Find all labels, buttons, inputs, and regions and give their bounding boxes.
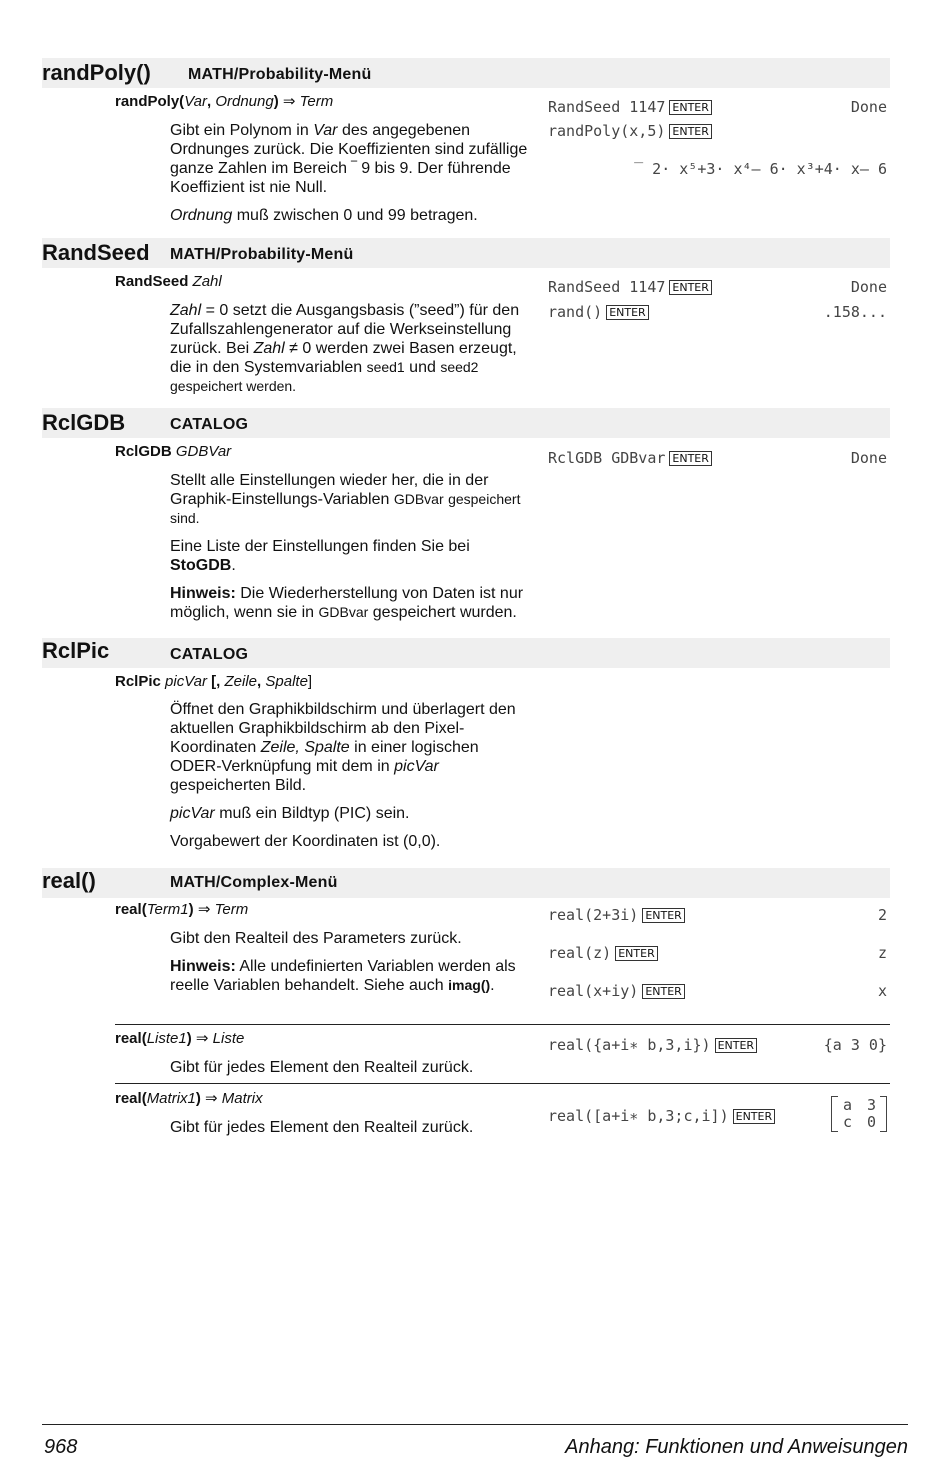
enter-key-icon: ENTER bbox=[669, 100, 712, 115]
description-real-term: Gibt den Realteil des Parameters zurück. Hinweis: Alle undefinierten Variablen werden als reelle Variablen behandelt. Siehe auch imag(). bbox=[170, 930, 516, 994]
enter-key-icon: ENTER bbox=[733, 1109, 776, 1124]
description-randpoly: Gibt ein Polynom in Var des angegebenen Ordnunges zurück. Die Koeffizienten sind zufällige ganze Zahlen im Bereich ‾ 9 bis 9. Der führende Koeffizient ist nie Null. Ordnung muß zwischen 0 und 99 betragen. bbox=[170, 122, 528, 224]
section-menu-randpoly: MATH/Probability-Menü bbox=[188, 66, 372, 83]
syntax-randseed: RandSeed Zahl bbox=[115, 273, 222, 290]
section-bar-randpoly bbox=[42, 58, 890, 88]
syntax-real-matrix: real(Matrix1) ⇒ Matrix bbox=[115, 1090, 263, 1107]
example-real-1: real(2+3i) ENTER bbox=[548, 905, 685, 925]
enter-key-icon: ENTER bbox=[669, 451, 712, 466]
description-rclgdb: Stellt alle Einstellungen wieder her, die in der Graphik-Einstellungs-Variablen GDBvar gespeichert sind. Eine Liste der Einstellungen finden Sie bei StoGDB. Hinweis: Die Wiederherstellung von Daten ist nur möglich, wenn sie in GDBvar gespeichert wurden. bbox=[170, 472, 524, 621]
enter-key-icon: ENTER bbox=[669, 124, 712, 139]
enter-key-icon: ENTER bbox=[642, 984, 685, 999]
example-real-3: real(x+iy) ENTER bbox=[548, 981, 685, 1001]
left-bracket bbox=[831, 1096, 838, 1132]
section-title-randpoly: randPoly() bbox=[42, 60, 151, 85]
result-rclgdb-1: Done bbox=[850, 449, 887, 467]
example-randpoly-2: randPoly(x,5) ENTER bbox=[548, 121, 712, 141]
section-menu-real: MATH/Complex-Menü bbox=[170, 874, 338, 891]
result-randpoly-2: ‾ 2· x⁵+3· x⁴– 6· x³+4· x– 6 bbox=[634, 160, 887, 178]
section-title-real: real() bbox=[42, 868, 96, 893]
result-randseed-2: .158... bbox=[823, 303, 887, 321]
footer-divider bbox=[42, 1424, 908, 1425]
matrix-cell: 3 bbox=[867, 1096, 877, 1114]
section-menu-randseed: MATH/Probability-Menü bbox=[170, 246, 354, 263]
enter-key-icon: ENTER bbox=[606, 305, 649, 320]
enter-key-icon: ENTER bbox=[715, 1038, 758, 1053]
description-randseed: Zahl = 0 setzt die Ausgangsbasis (”seed”) für den Zufallszahlengenerator auf die Werkseinstellung zurück. Bei Zahl ≠ 0 werden zwei Basen erzeugt, die in den Systemvariablen seed1 und seed2 gespeichert werden. bbox=[170, 302, 520, 394]
result-randseed-1: Done bbox=[850, 278, 887, 296]
result-real-2: z bbox=[877, 944, 887, 962]
enter-key-icon: ENTER bbox=[642, 908, 685, 923]
example-real-2: real(z) ENTER bbox=[548, 943, 658, 963]
divider bbox=[115, 1024, 890, 1025]
syntax-real-list: real(Liste1) ⇒ Liste bbox=[115, 1030, 245, 1047]
section-menu-rclpic: CATALOG bbox=[170, 646, 249, 663]
description-rclpic: Öffnet den Graphikbildschirm und überlagert den aktuellen Graphikbildschirm ab den Pixel-Koordinaten Zeile, Spalte in einer logischen ODER-Verknüpfung mit dem in picVar gespeicherten Bild. picVar muß ein Bildtyp (PIC) sein. Vorgabewert der Koordinaten ist (0,0). bbox=[170, 701, 516, 850]
matrix-cell: 0 bbox=[867, 1113, 877, 1131]
result-real-5-matrix bbox=[831, 1096, 887, 1142]
syntax-rclgdb: RclGDB GDBVar bbox=[115, 443, 232, 460]
page-number: 968 bbox=[44, 1436, 78, 1458]
matrix-cell: a bbox=[843, 1096, 853, 1114]
section-title-randseed: RandSeed bbox=[42, 240, 150, 265]
description-real-matrix: Gibt für jedes Element den Realteil zurück. bbox=[170, 1119, 474, 1136]
example-randseed-2: rand() ENTER bbox=[548, 302, 649, 322]
matrix-cell: c bbox=[843, 1113, 853, 1131]
syntax-real-term: real(Term1) ⇒ Term bbox=[115, 901, 249, 918]
footer-title: Anhang: Funktionen und Anweisungen bbox=[565, 1436, 908, 1458]
section-title-rclpic: RclPic bbox=[42, 638, 110, 663]
section-menu-rclgdb: CATALOG bbox=[170, 416, 249, 433]
result-randpoly-1: Done bbox=[850, 98, 887, 116]
result-real-1: 2 bbox=[877, 906, 887, 924]
example-real-4: real({a+i∗ b,3,i}) ENTER bbox=[548, 1035, 757, 1055]
enter-key-icon: ENTER bbox=[669, 280, 712, 295]
example-real-5: real([a+i∗ b,3;c,i]) ENTER bbox=[548, 1106, 775, 1126]
result-real-3: x bbox=[877, 982, 887, 1000]
right-bracket bbox=[880, 1096, 887, 1132]
syntax-rclpic: RclPic picVar [, Zeile, Spalte] bbox=[115, 673, 313, 690]
enter-key-icon: ENTER bbox=[615, 946, 658, 961]
description-real-list: Gibt für jedes Element den Realteil zurück. bbox=[170, 1059, 474, 1076]
result-real-4: {a 3 0} bbox=[823, 1036, 887, 1054]
example-rclgdb-1: RclGDB GDBvar ENTER bbox=[548, 448, 712, 468]
syntax-randpoly: randPoly(Var, Ordnung) ⇒ Term bbox=[115, 93, 334, 110]
example-randpoly-1: RandSeed 1147 ENTER bbox=[548, 97, 712, 117]
example-randseed-1: RandSeed 1147 ENTER bbox=[548, 277, 712, 297]
divider bbox=[115, 1083, 890, 1084]
section-title-rclgdb: RclGDB bbox=[42, 410, 126, 435]
